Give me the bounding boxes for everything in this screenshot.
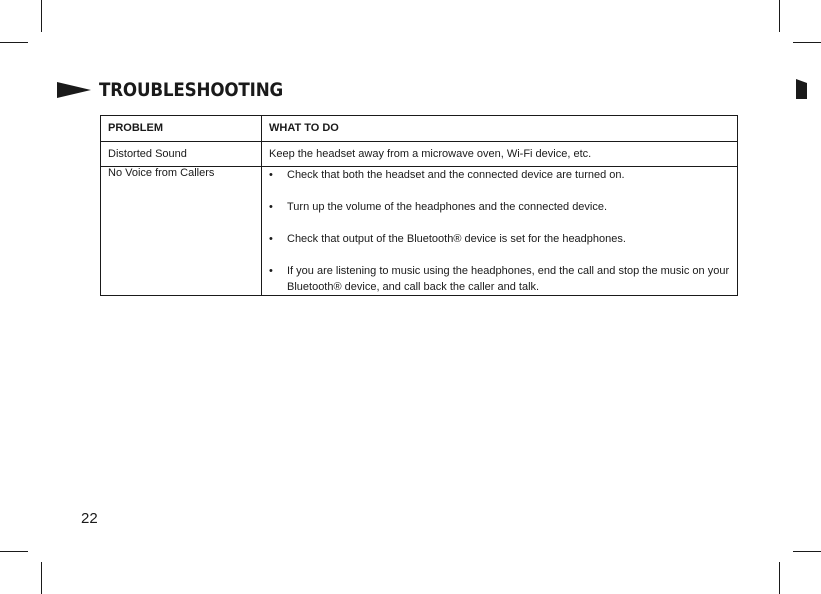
crop-mark-top-right-vertical xyxy=(779,0,780,32)
step-text: If you are listening to music using the headphones, end the call and stop the music on your Bluetooth® device, and call back the caller and talk. xyxy=(287,265,730,293)
list-item xyxy=(269,167,730,183)
crop-mark-top-left-horizontal xyxy=(0,42,28,43)
crop-mark-bottom-left-vertical xyxy=(41,562,42,594)
crop-mark-bottom-left-horizontal xyxy=(0,551,28,552)
page-title: TROUBLESHOOTING xyxy=(99,79,284,101)
arrow-pointer-icon xyxy=(57,80,91,100)
step-text: Check that both the headset and the connected device are turned on. xyxy=(287,169,625,181)
crop-mark-bottom-right-vertical xyxy=(779,562,780,594)
table-row xyxy=(101,142,738,167)
list-item xyxy=(269,199,730,215)
problem-cell: No Voice from Callers xyxy=(101,167,262,296)
crop-mark-bottom-right-horizontal xyxy=(793,551,821,552)
bullet-icon: • xyxy=(269,265,273,277)
list-item xyxy=(269,231,730,247)
crop-mark-top-right-horizontal xyxy=(793,42,821,43)
problem-cell: Distorted Sound xyxy=(101,142,262,167)
section-title xyxy=(57,78,308,102)
bullet-icon: • xyxy=(269,169,273,181)
step-text: Check that output of the Bluetooth® device is set for the headphones. xyxy=(287,233,626,245)
solution-cell xyxy=(262,167,738,296)
page-number: 22 xyxy=(81,510,98,527)
crop-mark-top-left-vertical xyxy=(41,0,42,32)
table-header-row xyxy=(101,116,738,142)
solution-steps-list xyxy=(269,167,730,295)
header-problem: PROBLEM xyxy=(101,116,262,142)
bullet-icon: • xyxy=(269,201,273,213)
table-row xyxy=(101,167,738,296)
edge-tab-marker-icon xyxy=(796,79,807,99)
step-text: Turn up the volume of the headphones and the connected device. xyxy=(287,201,608,213)
bullet-icon: • xyxy=(269,233,273,245)
list-item xyxy=(269,263,730,295)
header-what-to-do: WHAT TO DO xyxy=(262,116,738,142)
troubleshooting-table xyxy=(100,115,738,296)
solution-cell: Keep the headset away from a microwave oven, Wi-Fi device, etc. xyxy=(262,142,738,167)
